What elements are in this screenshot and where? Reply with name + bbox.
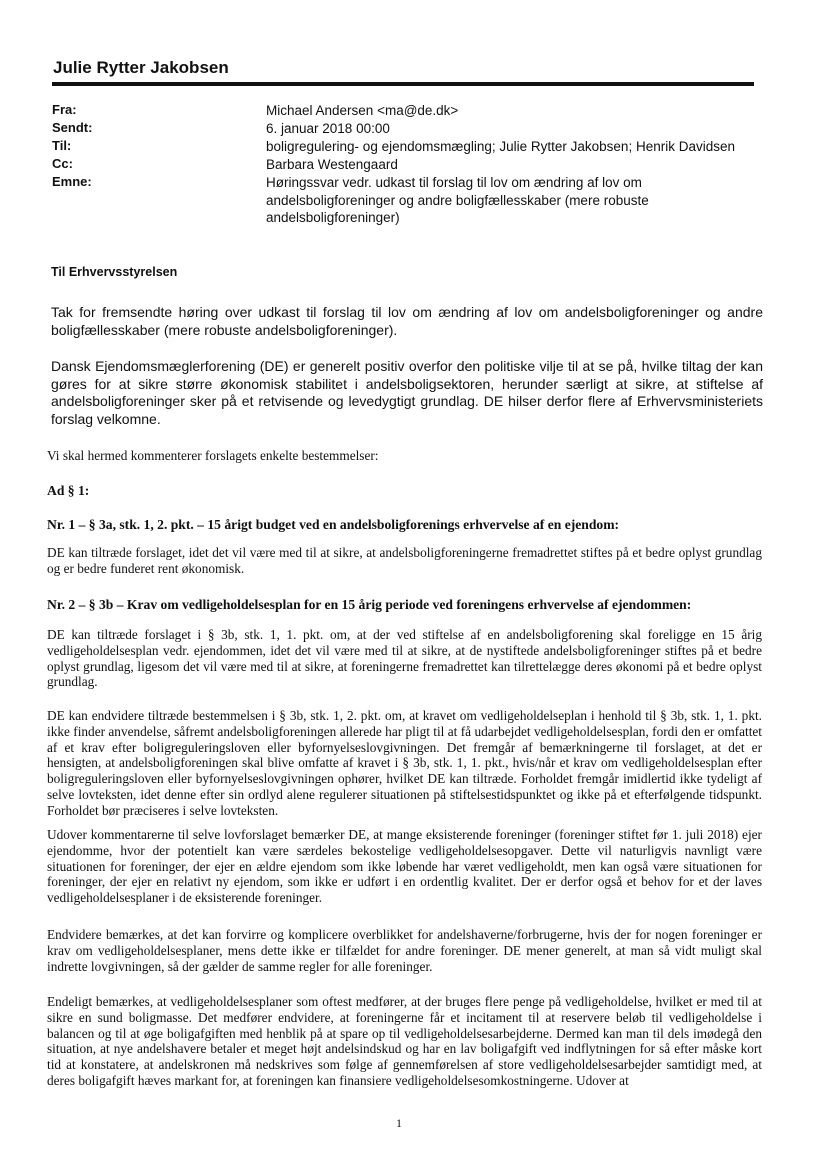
intro-paragraph-1: Tak for fremsendte høring over udkast til forslag til lov om ændring af lov om andelsboligforeninger og andre boligfællesskaber (mere robuste andelsboligforeninger). <box>51 304 763 338</box>
lead-text: Vi skal hermed kommenterer forslagets enkelte bestemmelser: <box>47 448 379 463</box>
sent-label: Sendt: <box>52 120 93 135</box>
sender-name: Julie Rytter Jakobsen <box>53 58 229 77</box>
page-number: 1 <box>396 1116 402 1130</box>
cc-label: Cc: <box>52 156 73 171</box>
salutation: Til Erhvervsstyrelsen <box>51 265 178 279</box>
intro-paragraph-2: Dansk Ejendomsmæglerforening (DE) er generelt positiv overfor den politiske vilje til at se på, hvilke tiltag der kan gøres for at sikre større økonomisk stabilitet i andelsboligsektoren, herunder særligt at sikre, at stiftelse af andelsboligforeninger sker på et retvisende og levedygtigt grundlag. DE hilser derfor flere af Erhvervsministeriets forslag velkomne. <box>51 358 763 427</box>
to-label: Til: <box>52 138 72 153</box>
cc-value: Barbara Westengaard <box>266 157 398 172</box>
from-label: Fra: <box>52 102 77 117</box>
header-divider <box>52 82 754 86</box>
item2-heading: Nr. 2 – § 3b – Krav om vedligeholdelsesplan for en 15 årig periode ved foreningens erhvervelse af ejendommen: <box>47 597 692 612</box>
subject-label: Emne: <box>52 174 92 189</box>
item2-paragraph-1: DE kan tiltræde forslaget i § 3b, stk. 1, 1. pkt. om, at der ved stiftelse af en andelsboligforening skal foreligge en 15 årig vedligeholdelsesplan vedr. ejendommen, idet det vil være med til at sikre, at de nystiftede andelsboligforeninger stiftes på et bedre oplyst grundlag, ligesom det vil være med til at sikre, at foreningerne fremadrettet kan tilrettelægge deres økonomi på et bedre oplyst grundlag. <box>47 627 762 690</box>
subject-value: Høringssvar vedr. udkast til forslag til lov om ændring af lov om andelsboligforeninger og andre boligfællesskaber (mere robuste andelsboligforeninger) <box>266 175 649 225</box>
item2-paragraph-2: DE kan endvidere tiltræde bestemmelsen i § 3b, stk. 1, 2. pkt. om, at kravet om vedligeholdelseplan i henhold til § 3b, stk. 1, 1. pkt. ikke finder anvendelse, såfremt andelsboligforeningen allerede har pligt til at få udarbejdet vedligeholdelsesplan, fordi den er omfattet af et krav efter boligreguleringsloven eller byfornyelseslovgivningen. Det fremgår af bemærkningerne til forslaget, at det er hensigten, at andelsboligforeningen skal blive omfatte af kravet i § 3b, stk. 1, 1. pkt., hvis/når et krav om vedligeholdelsesplan efter boligreguleringsloven eller byfornyelseslovgivningen ophører, hvilket DE kan tiltræde. Forholdet fremgår imidlertid ikke tydeligt af selve lovteksten, idet denne efter sin ordlyd alene regulerer situationen på stiftelsestidspunktet og ikke på et efterfølgende tidspunkt. Forholdet bør præciseres i selve lovteksten. <box>47 708 762 818</box>
from-value: Michael Andersen <ma@de.dk> <box>266 103 459 118</box>
section-heading: Ad § 1: <box>47 483 90 498</box>
item2-paragraph-3: Udover kommentarerne til selve lovforslaget bemærker DE, at mange eksisterende foreninger (foreninger stiftet før 1. juli 2018) ejer ejendomme, hvor der potentielt kan være særdeles bekostelige vedligeholdelsesopgaver. Dette vil naturligvis navnligt være situationen for foreninger, der ejer en ældre ejendom som ikke løbende har været vedligeholdt, men kan også være situationen for foreninger, der ejer en relativt ny ejendom, som ikke er udført i en ordentlig kvalitet. Der er derfor også et behov for et der laves vedligeholdelsesplaner i de eksisterende foreninger. <box>47 827 762 906</box>
item2-paragraph-5: Endeligt bemærkes, at vedligeholdelsesplaner som oftest medfører, at der bruges flere penge på vedligeholdelse, hvilket er med til at sikre en sund boligmasse. Det medfører endvidere, at foreningerne får et incitament til at reservere beløb til vedligeholdelse i balancen og til at øge boligafgiften med henblik på at spare op til vedligeholdelsesarbejderne. Dermed kan man til dels imødegå den situation, at nye andelshavere betaler et meget højt andelsindskud og har en lav boligafgift ved indflytningen for så efter måske kort tid at konstatere, at andelskronen må nedskrives som følge af gennemførelsen af store vedligeholdelsesarbejder samtidigt med, at deres boligafgift hæves markant for, at foreningen kan finansiere vedligeholdelsesomkostningerne. Udover at <box>47 994 762 1088</box>
item1-text: DE kan tiltræde forslaget, idet det vil være med til at sikre, at andelsboligforeningerne fremadrettet stiftes på et bedre oplyst grundlag og er bedre funderet rent økonomisk. <box>47 545 762 576</box>
sent-value: 6. januar 2018 00:00 <box>266 121 390 136</box>
item2-paragraph-4: Endvidere bemærkes, at det kan forvirre og komplicere overblikket for andelshaverne/forbrugerne, hvis der for nogen foreninger er krav om vedligeholdelsesplaner, mens dette ikke er tilfældet for andre foreninger. DE mener generelt, at man så vidt muligt skal indrette lovgivningen, så der gælder de samme regler for alle foreninger. <box>47 927 762 974</box>
to-value: boligregulering- og ejendomsmægling; Julie Rytter Jakobsen; Henrik Davidsen <box>266 139 735 154</box>
item1-heading: Nr. 1 – § 3a, stk. 1, 2. pkt. – 15 årigt budget ved en andelsboligforenings erhvervelse af en ejendom: <box>47 517 620 532</box>
